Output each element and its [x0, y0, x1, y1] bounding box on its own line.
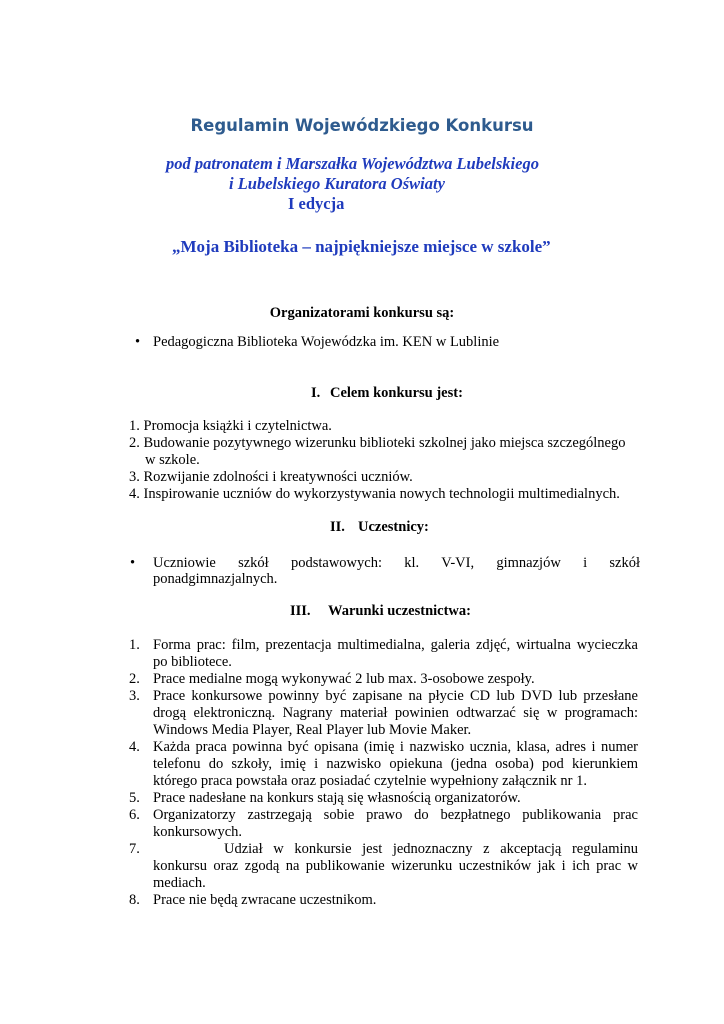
conditions-section-number: III.	[290, 603, 311, 619]
condition-line: Organizatorzy zastrzegają sobie prawo do bezpłatnego publikowania prac	[153, 807, 638, 823]
condition-line: mediach.	[153, 875, 206, 891]
goal-item-3: 3. Rozwijanie zdolności i kreatywności uczniów.	[129, 469, 413, 485]
condition-number: 8.	[129, 892, 140, 908]
condition-line: telefonu do szkoły, imię i nazwisko opiekuna (jedna osoba) pod kierunkiem	[153, 756, 638, 772]
condition-line: drogą elektroniczną. Nagrany materiał powinien odtwarzać się w programach:	[153, 705, 638, 721]
goal-item-4: 4. Inspirowanie uczniów do wykorzystywania nowych technologii multimedialnych.	[129, 486, 620, 502]
condition-number: 2.	[129, 671, 140, 687]
participants-line-1: Uczniowie szkół podstawowych: kl. V-VI, gimnazjów i szkół	[153, 555, 640, 571]
goal-item-1: 1. Promocja książki i czytelnictwa.	[129, 418, 332, 434]
goal-item-2: 2. Budowanie pozytywnego wizerunku biblioteki szkolnej jako miejsca szczególnego	[129, 435, 626, 451]
condition-number: 3.	[129, 688, 140, 704]
condition-number: 4.	[129, 739, 140, 755]
condition-line: Udział w konkursie jest jednoznaczny z akceptacją regulaminu	[224, 841, 638, 857]
participants-line-2: ponadgimnazjalnych.	[153, 571, 278, 587]
document-title: Regulamin Wojewódzkiego Konkursu	[190, 116, 534, 135]
condition-number: 7.	[129, 841, 140, 857]
goals-section-number: I.	[311, 385, 321, 401]
goals-heading: Celem konkursu jest:	[330, 385, 463, 401]
condition-line: Prace medialne mogą wykonywać 2 lub max. 3-osobowe zespoły.	[153, 671, 535, 687]
goal-item-2-cont: w szkole.	[145, 452, 200, 468]
participants-section-number: II.	[330, 519, 345, 535]
condition-line: konkursowych.	[153, 824, 243, 840]
condition-line: po bibliotece.	[153, 654, 232, 670]
participants-heading: Uczestnicy:	[358, 519, 429, 535]
organizers-heading: Organizatorami konkursu są:	[269, 305, 455, 321]
condition-line: Prace nie będą zwracane uczestnikom.	[153, 892, 377, 908]
condition-line: Prace nadesłane na konkurs stają się własnością organizatorów.	[153, 790, 521, 806]
patronage-line-1: pod patronatem i Marszałka Województwa Lubelskiego	[166, 154, 539, 173]
conditions-heading: Warunki uczestnictwa:	[328, 603, 471, 619]
condition-line: Każda praca powinna być opisana (imię i nazwisko ucznia, klasa, adres i numer	[153, 739, 638, 755]
organizer-item: Pedagogiczna Biblioteka Wojewódzka im. KEN w Lublinie	[153, 334, 500, 350]
bullet-icon: •	[135, 334, 141, 350]
condition-line: Prace konkursowe powinny być zapisane na płycie CD lub DVD lub przesłane	[153, 688, 638, 704]
condition-number: 5.	[129, 790, 140, 806]
condition-number: 1.	[129, 637, 140, 653]
edition-label: I edycja	[288, 194, 345, 213]
condition-number: 6.	[129, 807, 140, 823]
list-item	[135, 333, 140, 351]
bullet-icon: •	[130, 555, 136, 571]
condition-line: Windows Media Player, Real Player lub Movie Maker.	[153, 722, 472, 738]
contest-theme: „Moja Biblioteka – najpiękniejsze miejsce w szkole”	[172, 237, 551, 256]
condition-line: Forma prac: film, prezentacja multimedialna, galeria zdjęć, wirtualna wycieczka	[153, 637, 638, 653]
condition-line: konkursu oraz zgodą na publikowanie wizerunku uczestników jak i ich prac w	[153, 858, 638, 874]
patronage-line-2: i Lubelskiego Kuratora Oświaty	[229, 174, 445, 193]
condition-line: którego praca powstała oraz posiadać czytelnie wypełniony załącznik nr 1.	[153, 773, 588, 789]
